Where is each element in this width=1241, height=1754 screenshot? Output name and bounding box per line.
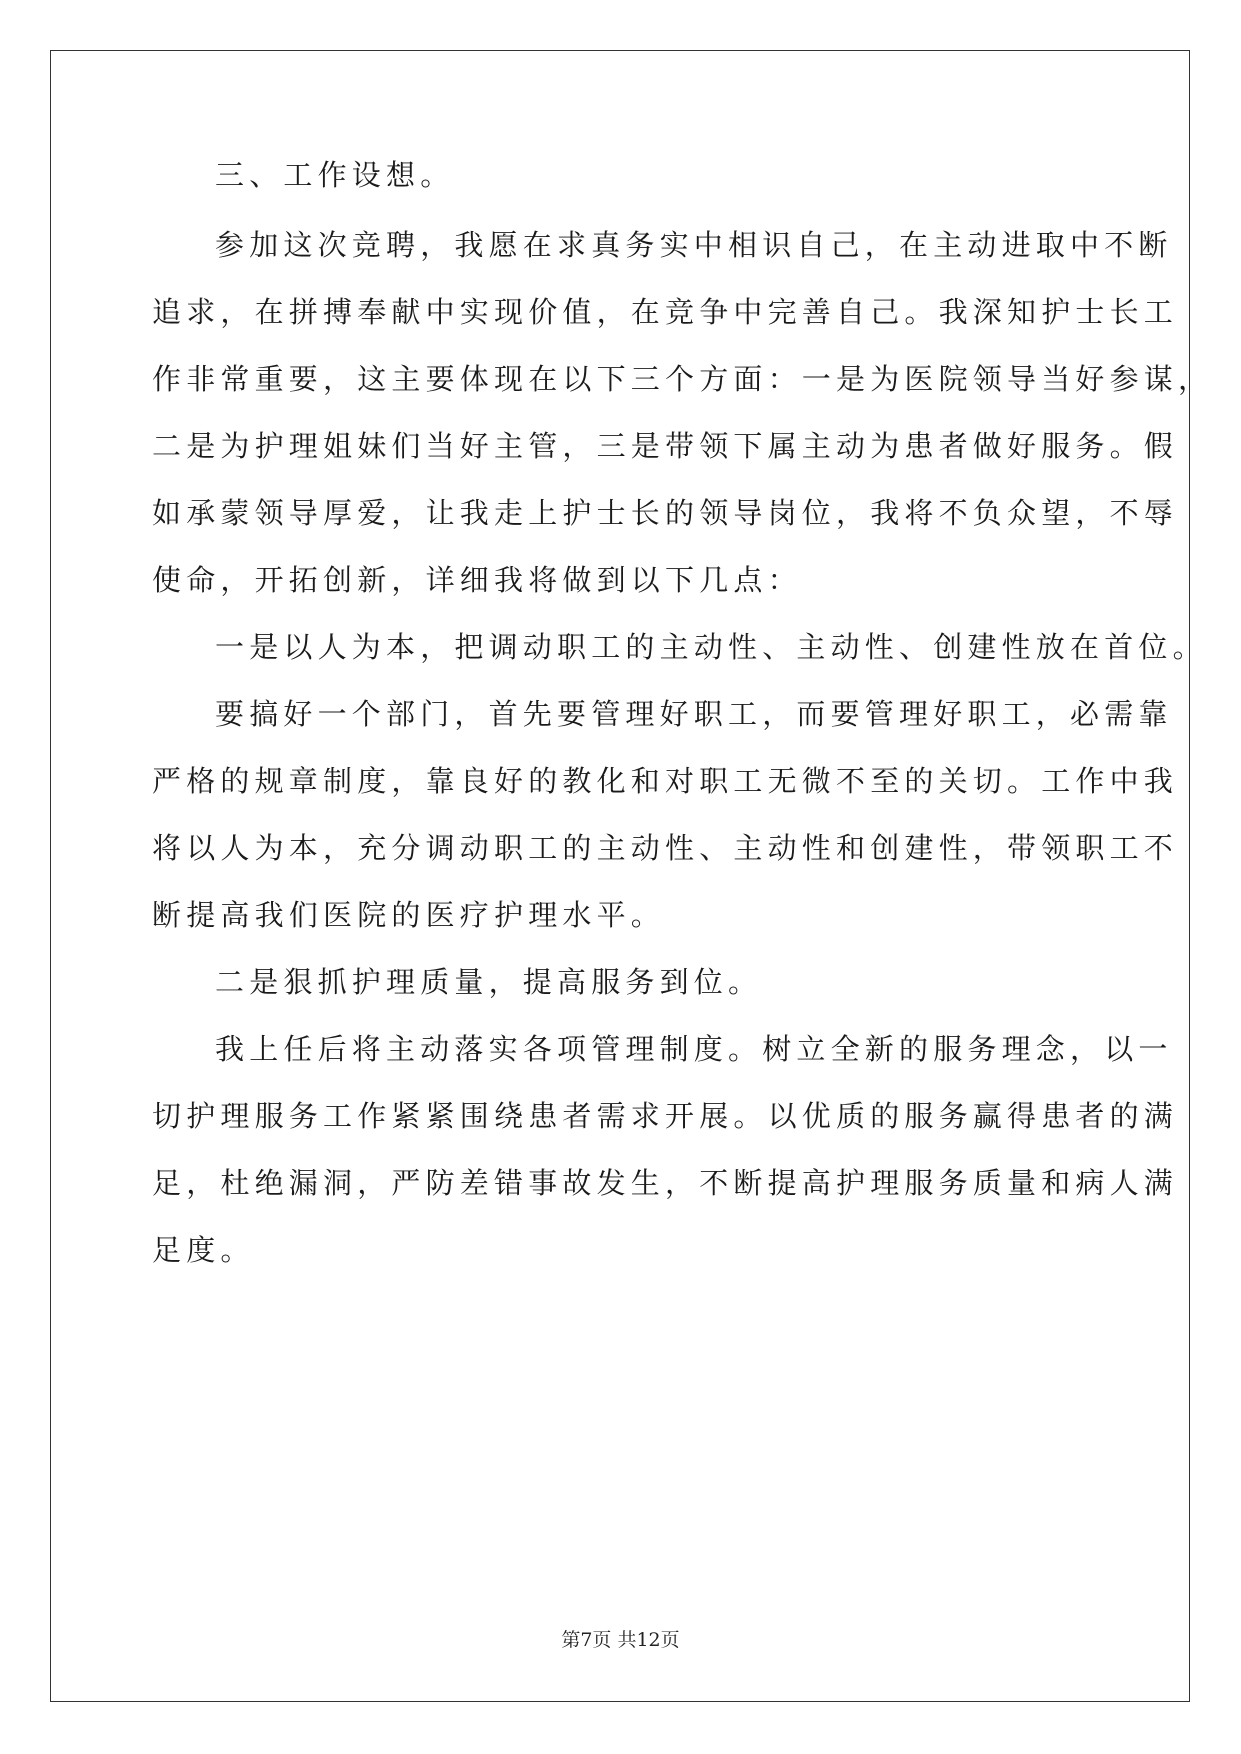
paragraph-line: 断提高我们医院的医疗护理水平。	[152, 898, 666, 932]
paragraph-line: 严格的规章制度，靠良好的教化和对职工无微不至的关切。工作中我	[152, 764, 1179, 798]
paragraph-line: 使命，开拓创新，详细我将做到以下几点：	[152, 563, 802, 597]
paragraph-line: 我上任后将主动落实各项管理制度。树立全新的服务理念，以一	[215, 1032, 1173, 1066]
paragraph-line: 二是为护理姐妹们当好主管，三是带领下属主动为患者做好服务。假	[152, 429, 1179, 463]
paragraph-line: 要搞好一个部门，首先要管理好职工，而要管理好职工，必需靠	[215, 697, 1173, 731]
paragraph-line: 切护理服务工作紧紧围绕患者需求开展。以优质的服务赢得患者的满	[152, 1099, 1179, 1133]
paragraph-line: 作非常重要，这主要体现在以下三个方面：一是为医院领导当好参谋，	[152, 362, 1213, 396]
paragraph-line: 参加这次竞聘，我愿在求真务实中相识自己，在主动进取中不断	[215, 228, 1173, 262]
paragraph-line: 追求，在拼搏奉献中实现价值，在竞争中完善自己。我深知护士长工	[152, 295, 1179, 329]
section-heading: 二是狠抓护理质量，提高服务到位。	[215, 965, 763, 999]
section-heading: 三、工作设想。	[215, 158, 455, 192]
paragraph-line: 将以人为本，充分调动职工的主动性、主动性和创建性，带领职工不	[152, 831, 1179, 865]
paragraph-line: 足，杜绝漏洞，严防差错事故发生，不断提高护理服务质量和病人满	[152, 1166, 1179, 1200]
section-heading: 一是以人为本，把调动职工的主动性、主动性、创建性放在首位。	[215, 630, 1207, 664]
page-number-footer: 第7页 共12页	[561, 1629, 680, 1651]
paragraph-line: 如承蒙领导厚爱，让我走上护士长的领导岗位，我将不负众望，不辱	[152, 496, 1179, 530]
paragraph-line: 足度。	[152, 1233, 255, 1267]
